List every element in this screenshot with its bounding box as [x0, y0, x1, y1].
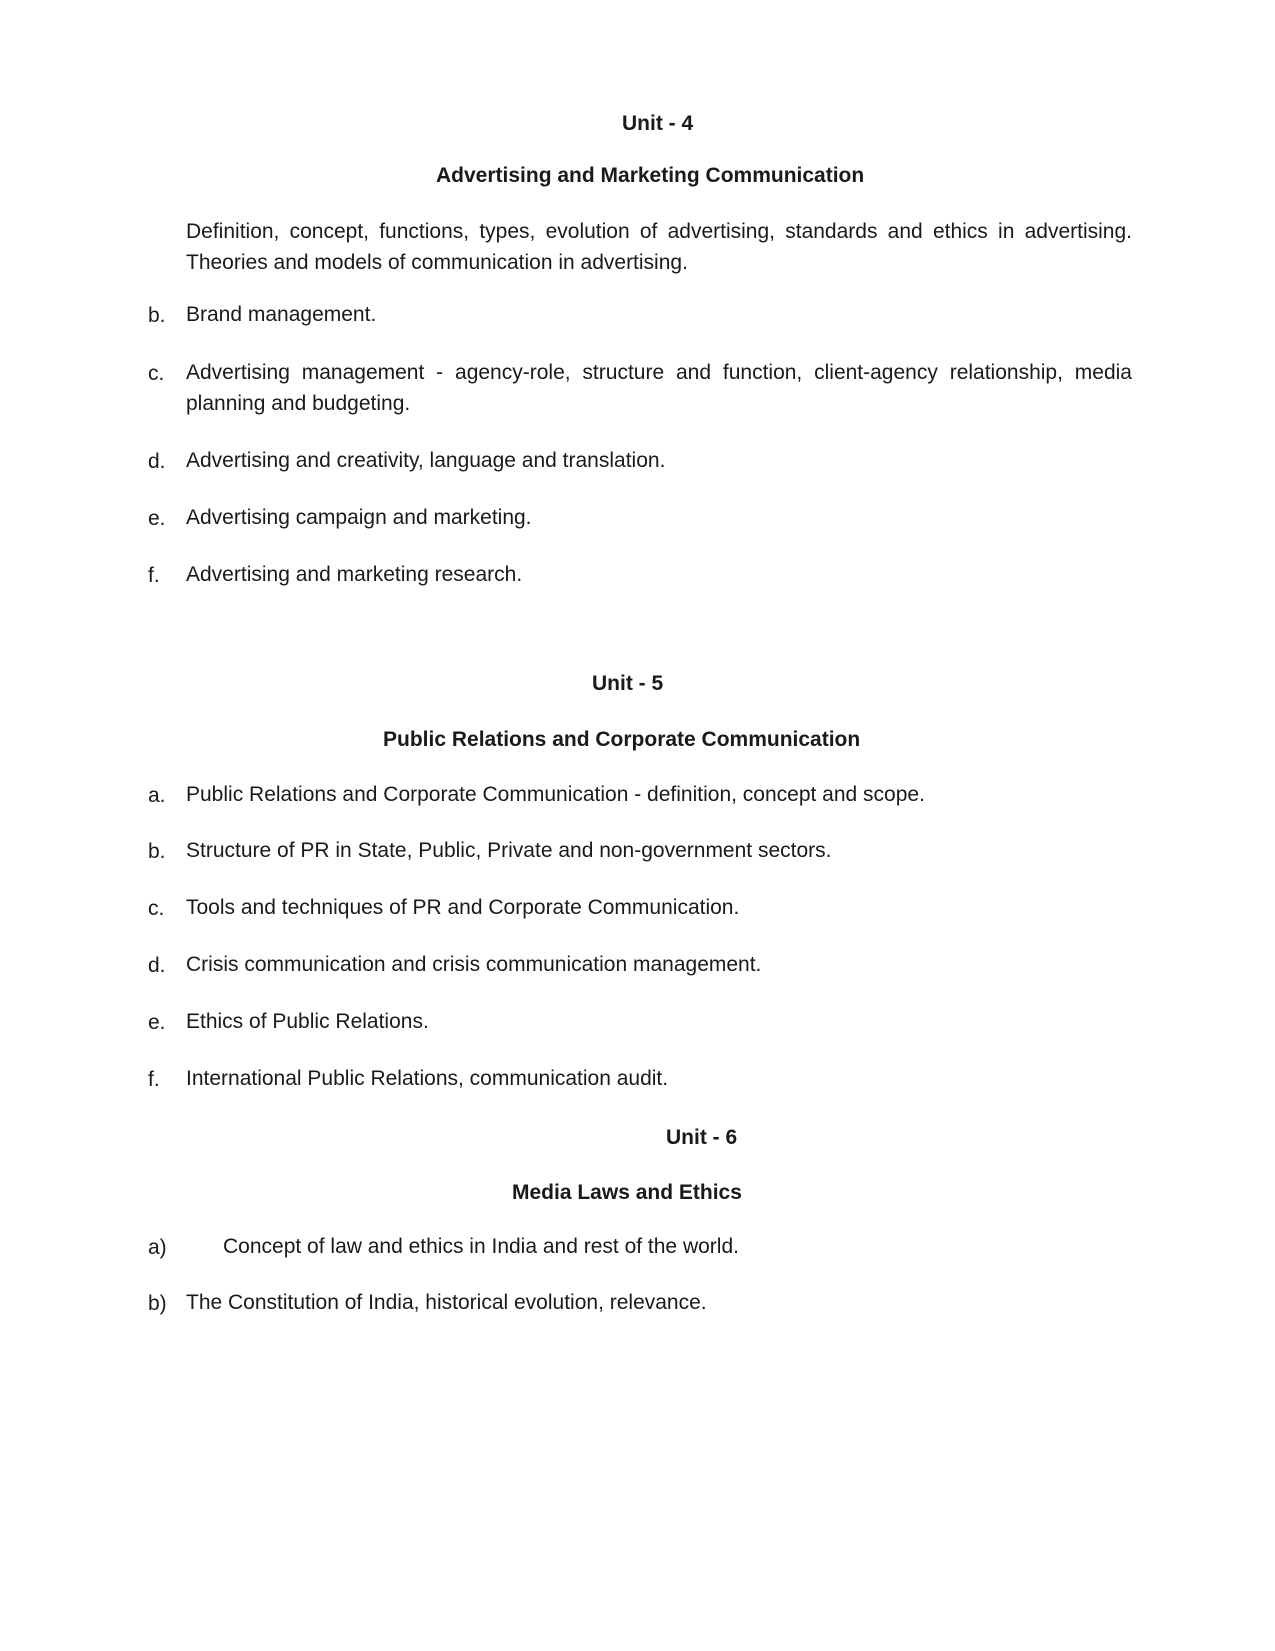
list-item-text: Advertising and marketing research.: [186, 563, 523, 586]
unit6-label: Unit - 6: [666, 1126, 738, 1149]
list-item-text: International Public Relations, communication audit.: [186, 1067, 669, 1090]
unit5-title: Public Relations and Corporate Communication: [383, 728, 861, 751]
list-marker: d.: [148, 954, 166, 977]
list-item-text: Concept of law and ethics in India and rest of the world.: [223, 1235, 739, 1258]
unit5-label: Unit - 5: [592, 672, 664, 695]
list-marker: c.: [148, 362, 165, 385]
list-marker: a.: [148, 784, 166, 807]
list-marker: c.: [148, 897, 165, 920]
list-item-text: Brand management.: [186, 303, 377, 326]
list-marker: e.: [148, 507, 166, 530]
list-item-text: Advertising and creativity, language and translation.: [186, 449, 666, 472]
list-marker: b.: [148, 840, 166, 863]
list-item-text: The Constitution of India, historical evolution, relevance.: [186, 1291, 707, 1314]
list-marker: b.: [148, 304, 166, 327]
list-marker: b): [148, 1292, 167, 1315]
list-marker: f.: [148, 564, 160, 587]
list-marker: d.: [148, 450, 166, 473]
list-item-text: Advertising campaign and marketing.: [186, 506, 532, 529]
list-item-text: Structure of PR in State, Public, Private and non-government sectors.: [186, 839, 832, 862]
list-marker: f.: [148, 1068, 160, 1091]
list-marker: e.: [148, 1011, 166, 1034]
list-marker: a): [148, 1236, 167, 1259]
unit4-title: Advertising and Marketing Communication: [436, 164, 865, 187]
list-item-text: Crisis communication and crisis communication management.: [186, 953, 762, 976]
list-item-text: Ethics of Public Relations.: [186, 1010, 429, 1033]
unit4-label: Unit - 4: [622, 112, 694, 135]
unit4-intro: Definition, concept, functions, types, evolution of advertising, standards and ethics in advertising. Theories and models of communication in advertising.: [186, 220, 1132, 274]
list-item-text: Advertising management - agency-role, structure and function, client-agency relationship, media planning and budgeting.: [186, 361, 1132, 415]
list-item-text: Tools and techniques of PR and Corporate Communication.: [186, 896, 740, 919]
unit6-title: Media Laws and Ethics: [512, 1181, 742, 1204]
list-item-text: Public Relations and Corporate Communication - definition, concept and scope.: [186, 783, 925, 806]
